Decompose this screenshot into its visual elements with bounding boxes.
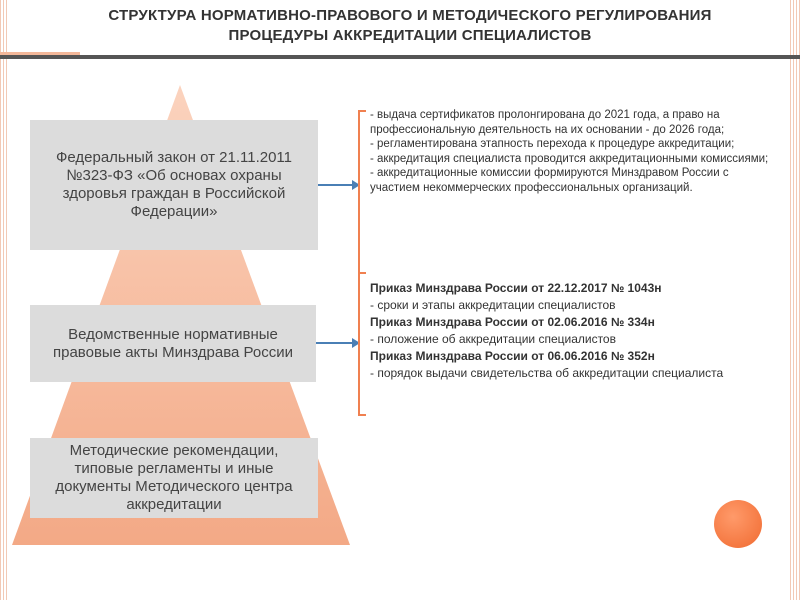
- order-desc: - сроки и этапы аккредитации специалистов: [370, 298, 616, 312]
- order-title: Приказ Минздрава России от 06.06.2016 № 352н: [370, 349, 655, 363]
- law-note: - аккредитация специалиста проводится аккредитационными комиссиями;: [370, 152, 769, 165]
- order-title: Приказ Минздрава России от 02.06.2016 № 334н: [370, 315, 655, 329]
- law-note: - регламентирована этапность перехода к процедуре аккредитации;: [370, 138, 735, 150]
- level-ministry-acts-text: Ведомственные нормативные правовые акты Минздрава России: [53, 325, 293, 361]
- bracket-law-notes: [358, 110, 366, 274]
- law-notes: [370, 108, 780, 195]
- level-federal-law-text: Федеральный закон от 21.11.2011 №323-ФЗ «Об основах охраны здоровья граждан в Российской Федерации»: [55, 149, 292, 220]
- level-method-guides: [30, 438, 318, 518]
- level-federal-law: [30, 120, 318, 250]
- title-line-1: СТРУКТУРА НОРМАТИВНО-ПРАВОВОГО И МЕТОДИЧЕСКОГО РЕГУЛИРОВАНИЯ: [108, 7, 712, 24]
- order-desc: - положение об аккредитации специалистов: [370, 332, 616, 346]
- level-method-guides-text: Методические рекомендации, типовые регламенты и иные документы Методического центра аккредитации: [55, 442, 293, 513]
- law-note: - выдача сертификатов пролонгирована до 2021 года, а право на профессиональную деятельность на их основании - до 2026 года;: [370, 109, 725, 136]
- level-ministry-acts: [30, 305, 316, 382]
- decorative-circle: [714, 500, 762, 548]
- order-title: Приказ Минздрава России от 22.12.2017 № 1043н: [370, 281, 662, 295]
- bracket-orders: [358, 272, 366, 416]
- order-desc: - порядок выдачи свидетельства об аккредитации специалиста: [370, 366, 724, 380]
- title-line-2: ПРОЦЕДУРЫ АККРЕДИТАЦИИ СПЕЦИАЛИСТОВ: [228, 27, 592, 44]
- orders-list: [370, 280, 780, 382]
- law-note: - аккредитационные комиссии формируются Минздравом России с участием некоммерческих профессиональных организаций.: [370, 167, 729, 194]
